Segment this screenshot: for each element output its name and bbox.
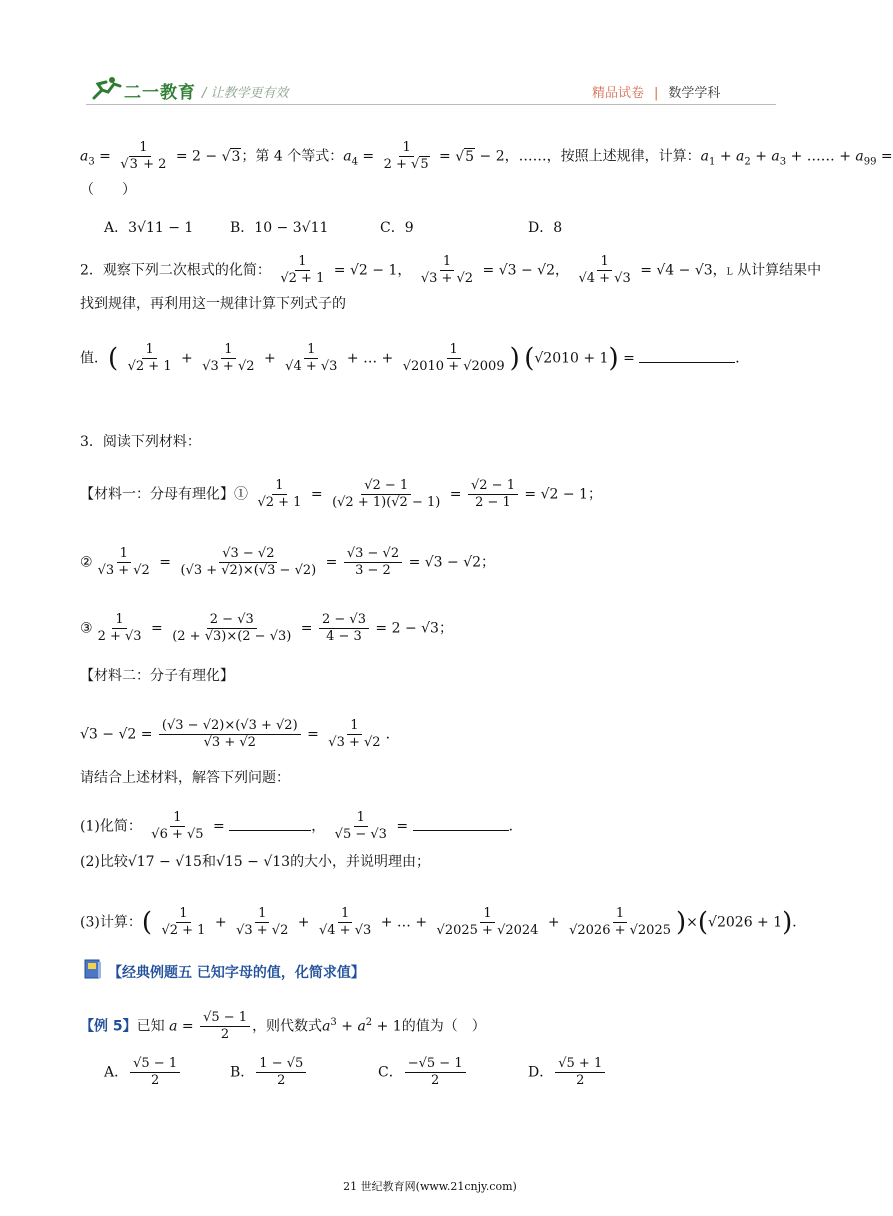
header-label-paper: 精品试卷: [592, 86, 645, 101]
page-footer: 21 世纪教育网(www.21cnjy.com): [343, 1180, 517, 1193]
problem3-ask: 请结合上述材料，解答下列问题：: [80, 770, 290, 786]
q1-blank-1[interactable]: [229, 816, 311, 831]
logo-slogan: / 让教学更有效: [202, 86, 289, 101]
problem2-tail: 从计算结果中: [737, 262, 822, 279]
q1-blank-2[interactable]: [413, 816, 509, 831]
problem2-line3: 值．( $\frac{1}{√2 + 1}$ + $\frac{1}{√3 + √2}$ + $\frac{1}{√4 + √3}$ + … + $\frac{1}{√2010 + √2009}$ ) (√2010 + 1) = ．: [80, 342, 750, 374]
example5-question: 【例 5】已知 a = $\frac{√5 - 1}{2}$ ，则代数式$a^3 + a^2 + 1$的值为（ ）: [80, 1010, 486, 1042]
example5-option-a[interactable]: A． $\frac{√5 - 1}{2}$: [104, 1056, 182, 1089]
material1-line2: ② $\frac{1}{√3 + √2}$ = $\frac{√3 - √2}{(√3 + √2)\times(√3 - √2)}$ = $\frac{√3 - √2}{3 - 2}$ = √3 − √2；: [80, 546, 496, 578]
problem2-intro: 2．观察下列二次根式的化简：: [80, 262, 271, 279]
q2-text-b: 和: [201, 854, 216, 870]
q1-label: (1)化简：: [80, 818, 142, 835]
q2-text-c: 的大小，并说明理由；: [290, 854, 431, 870]
material2-equation: √3 − √2 = $\frac{(√3 - √2)\times(√3 + √2)}{√3 + √2}$ = $\frac{1}{√3 + √2}$ ．: [80, 718, 400, 750]
example5-text-b: ，则代数式: [252, 1018, 323, 1035]
example5-option-b[interactable]: B． $\frac{1 - √5}{2}$: [230, 1056, 308, 1089]
problem3-q2: (2)比较√17 − √15和√15 − √13的大小，并说明理由；: [80, 854, 431, 870]
problem1-paren: （ ）: [80, 182, 136, 198]
problem1-text-b: ，……，按照上述规律，计算：: [504, 148, 701, 165]
problem1-option-d[interactable]: D．8: [528, 220, 563, 236]
problem3-q3: (3)计算：( $\frac{1}{√2 + 1}$ + $\frac{1}{√3 + √2}$ + $\frac{1}{√4 + √3}$ + … + $\frac{1}{√2025 + √2024}$ + $\frac{1}{√2026 + √2025}$ )×(√2026 + 1)．: [80, 906, 807, 938]
material1-line1: 【材料一：分母有理化】① $\frac{1}{√2 + 1}$ = $\frac{√2 - 1}{(√2 + 1)(√2 - 1)}$ = $\frac{√2 - 1}{2 - 1}$ = √2 − 1；: [80, 478, 602, 510]
header-separator: |: [654, 86, 659, 101]
material2-label: 【材料二：分子有理化】: [80, 668, 234, 684]
problem2-answer-blank[interactable]: [639, 348, 735, 363]
book-icon: [82, 958, 104, 980]
problem1-option-b[interactable]: B．10 − 3√11: [230, 220, 329, 236]
problem1-option-a[interactable]: A．3√11 − 1: [104, 220, 194, 236]
example5-text-c: 的值为（ ）: [401, 1018, 486, 1035]
section-title: 【经典例题五 已知字母的值，化简求值】: [108, 965, 365, 981]
problem2-line3-label: 值．: [80, 350, 108, 367]
problem1-text-a: ；第 4 个等式：: [241, 148, 344, 165]
q2-text-a: (2)比较: [80, 854, 128, 870]
logo-text: 二一教育: [124, 83, 196, 103]
fraction: $\frac{1}{√3 + 2}$: [120, 140, 167, 172]
example5-option-c[interactable]: C． $\frac{-√5 - 1}{2}$: [378, 1056, 468, 1089]
problem1-option-c[interactable]: C．9: [380, 220, 414, 236]
q3-label: (3)计算：: [80, 914, 142, 931]
material1-line3: ③ $\frac{1}{2 + √3}$ = $\frac{2 - √3}{(2 + √3)\times(2 - √3)}$ = $\frac{2 - √3}{4 - 3}$ = 2 − √3；: [80, 612, 453, 644]
material1-label: 【材料一：分母有理化】①: [80, 486, 248, 503]
example5-text-a: 已知: [136, 1018, 165, 1035]
problem1-equation-line: $a_3$ = $\frac{1}{√3 + 2}$ = 2 − √3；第 4 个等式：$a_4$ = $\frac{1}{2 + √5}$ = √5 − 2，……，按照上述规律，计算：$a_1 + a_2 + a_3$ + …… + $a_{99}$ =: [80, 140, 893, 172]
problem2-line2: 找到规律，再利用这一规律计算下列式子的: [80, 296, 346, 312]
example5-option-d[interactable]: D． $\frac{√5 + 1}{2}$: [528, 1056, 607, 1089]
problem3-intro: 3．阅读下列材料：: [80, 434, 201, 450]
header-rule: [86, 104, 776, 105]
problem2-line1: 2．观察下列二次根式的化简： $\frac{1}{√2 + 1}$ = √2 − 1， $\frac{1}{√3 + √2}$ = √3 − √2， $\frac{1}{√4 + √3}$ = √4 − √3，L 从计算结果中: [80, 254, 822, 286]
example5-tag: 【例 5】: [80, 1018, 137, 1035]
fraction: $\frac{1}{2 + √5}$: [383, 140, 429, 172]
runner-logo-icon: [88, 76, 124, 100]
header-label-subject: 数学学科: [668, 86, 721, 101]
header-right: [592, 82, 720, 101]
problem3-q1: (1)化简： $\frac{1}{√6 + √5}$ = ， $\frac{1}{√5 - √3}$ = ．: [80, 810, 523, 842]
